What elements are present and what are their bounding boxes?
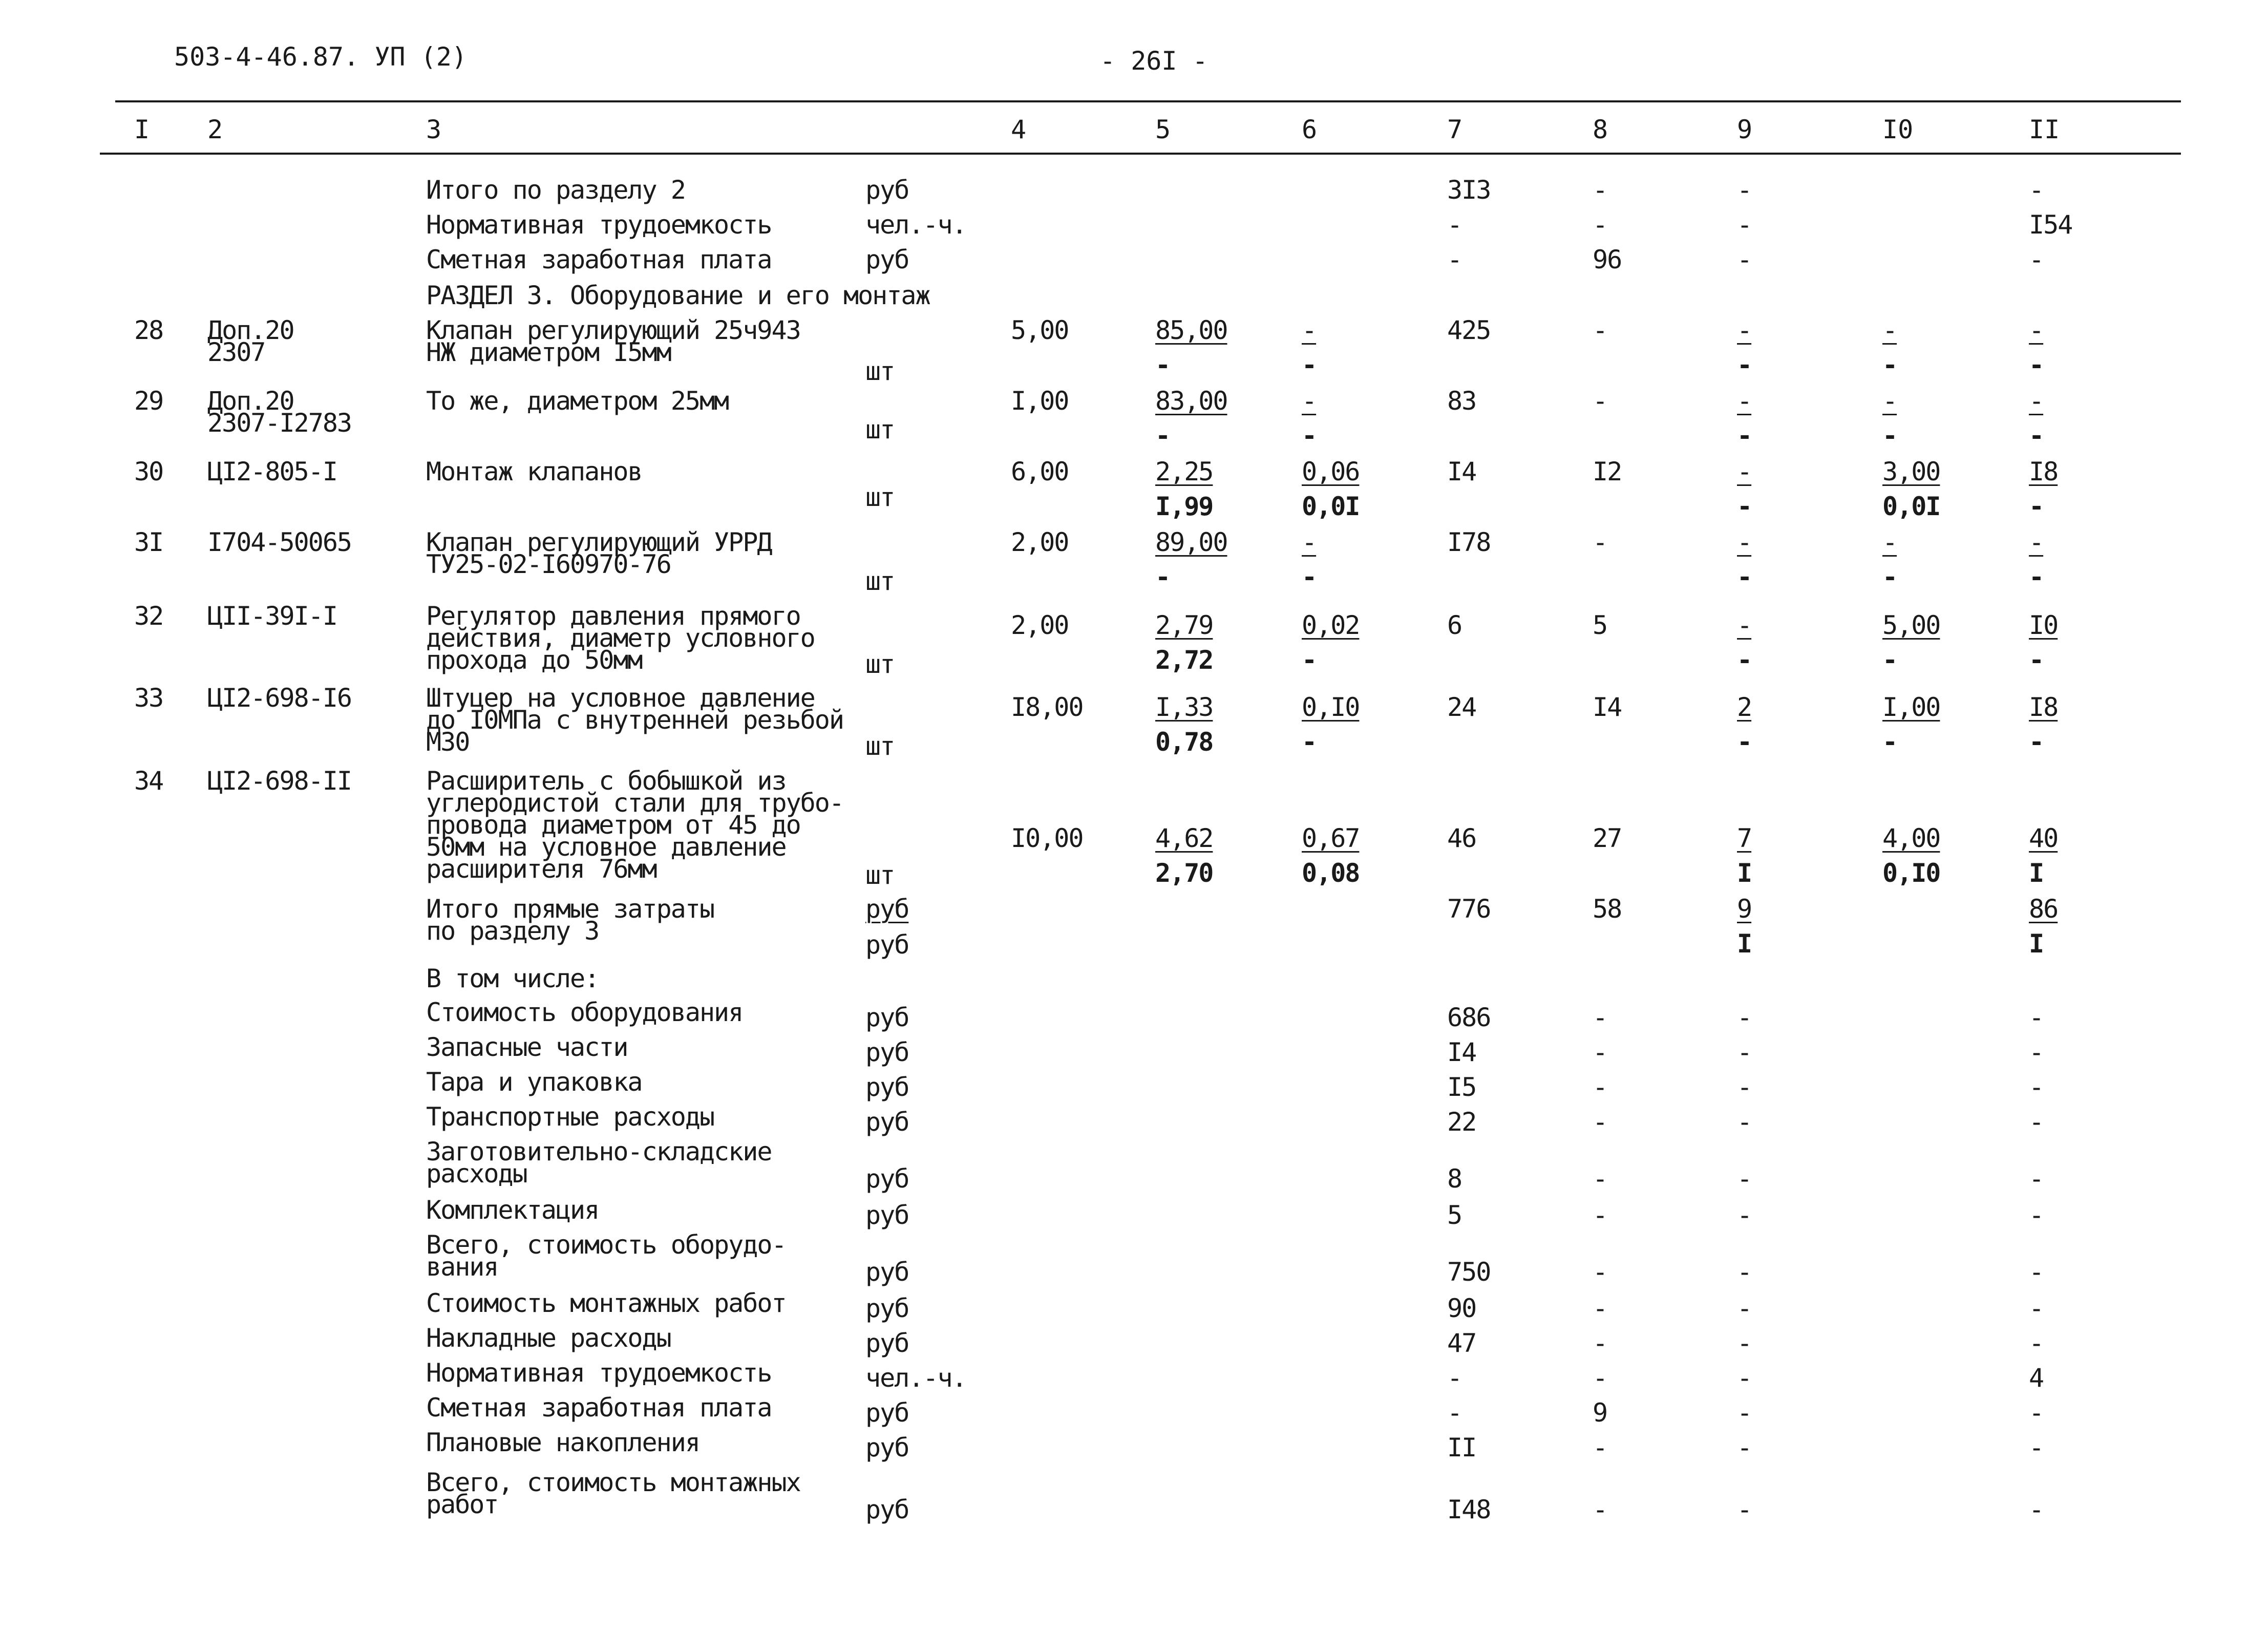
total-cost: 6: [1447, 610, 1462, 640]
unit-cost-lower: 2,72: [1155, 645, 1213, 675]
breakdown-unit: руб: [865, 1398, 909, 1428]
labor-cost-upper: -: [1302, 527, 1317, 557]
labor-cost-lower: -: [1302, 350, 1317, 380]
total-cost: 46: [1447, 823, 1476, 853]
unit-cost-lower: -: [1155, 562, 1170, 592]
breakdown-value-c11: -: [2029, 1003, 2044, 1032]
item-code: ЦI2-698-II: [207, 766, 352, 796]
item-quantity: I8,00: [1011, 692, 1083, 722]
summary-label: Итого по разделу 2: [426, 175, 685, 205]
wage-total: 5: [1593, 610, 1607, 640]
item-quantity: 5,00: [1011, 315, 1069, 345]
breakdown-value-c7: I5: [1447, 1072, 1476, 1102]
item-number: 28: [134, 315, 163, 345]
labor-hours-per-unit-upper: I,00: [1882, 692, 1940, 722]
column-number-9: 9: [1737, 115, 1753, 144]
breakdown-unit: руб: [865, 1003, 909, 1032]
breakdown-value-c9: -: [1737, 1200, 1752, 1230]
breakdown-value-c8: -: [1593, 1328, 1607, 1358]
labor-hours-total-upper: -: [2029, 315, 2044, 345]
breakdown-value-c9: -: [1737, 1003, 1752, 1032]
breakdown-value-c7: 47: [1447, 1328, 1476, 1358]
breakdown-label: Сметная заработная плата: [426, 1393, 772, 1423]
labor-hours-per-unit-lower: -: [1882, 727, 1897, 757]
unit-cost-upper: 4,62: [1155, 823, 1213, 853]
labor-hours-per-unit-upper: -: [1882, 386, 1897, 416]
unit-cost-upper: 89,00: [1155, 527, 1227, 557]
breakdown-value-c7: II: [1447, 1433, 1476, 1462]
breakdown-label: Стоимость монтажных работ: [426, 1288, 786, 1318]
unit-cost-lower: I,99: [1155, 492, 1213, 521]
unit-cell: руб: [865, 245, 909, 274]
breakdown-label: Запасные части: [426, 1032, 628, 1062]
item-name: Монтаж клапанов: [426, 457, 642, 486]
summary-label: Нормативная трудоемкость: [426, 210, 772, 240]
labor-hours-per-unit-lower: 0,I0: [1882, 858, 1940, 888]
table-header-rule: [100, 153, 2181, 155]
item-number: 33: [134, 683, 163, 713]
item-name: Штуцер на условное давление: [426, 683, 815, 713]
labor-cost-lower: -: [1302, 421, 1317, 451]
breakdown-unit: руб: [865, 1037, 909, 1067]
breakdown-value-c7: I4: [1447, 1037, 1476, 1067]
labor-hours-per-unit-upper: 3,00: [1882, 457, 1940, 486]
item-name: НЖ диаметром I5мм: [426, 337, 671, 367]
labor-cost-lower: 0,08: [1302, 858, 1360, 888]
summary-value-c9: -: [1737, 245, 1752, 274]
machine-cost-upper: -: [1737, 386, 1752, 416]
unit-cell: руб: [865, 175, 909, 205]
item-unit: шт: [865, 731, 895, 761]
breakdown-value-c8: -: [1593, 1164, 1607, 1194]
breakdown-label: Тара и упаковка: [426, 1067, 642, 1097]
labor-hours-per-unit-lower: -: [1882, 645, 1897, 675]
column-number-8: 8: [1593, 115, 1608, 144]
summary-label: Сметная заработная плата: [426, 245, 772, 274]
breakdown-value-c8: -: [1593, 1495, 1607, 1524]
breakdown-value-c8: -: [1593, 1363, 1607, 1393]
total-cost: 83: [1447, 386, 1476, 416]
labor-hours-per-unit-lower: -: [1882, 421, 1897, 451]
total-cost: I78: [1447, 527, 1491, 557]
item-unit: шт: [865, 566, 895, 596]
labor-hours-total-lower: I: [2029, 858, 2044, 888]
column-number-7: 7: [1447, 115, 1463, 144]
labor-hours-total-lower: -: [2029, 645, 2044, 675]
machine-cost-upper: 2: [1737, 692, 1752, 722]
column-number-2: 2: [207, 115, 223, 144]
summary-value-c7: 3I3: [1447, 175, 1491, 205]
total-section-3-cost: 776: [1447, 894, 1491, 924]
breakdown-value-c8: -: [1593, 1072, 1607, 1102]
item-unit: шт: [865, 649, 895, 679]
column-number-5: 5: [1155, 115, 1171, 144]
summary-value-c11: -: [2029, 175, 2044, 205]
item-name: действия, диаметр условного: [426, 623, 815, 653]
total-section-3-machine-lower: I: [1737, 929, 1752, 959]
unit-cost-lower: 2,70: [1155, 858, 1213, 888]
breakdown-unit: руб: [865, 1293, 909, 1323]
unit-cost-lower: -: [1155, 350, 1170, 380]
breakdown-label: работ: [426, 1490, 498, 1519]
labor-cost-upper: 0,I0: [1302, 692, 1360, 722]
breakdown-value-c11: -: [2029, 1495, 2044, 1524]
wage-total: -: [1593, 527, 1607, 557]
item-name: до I0МПа с внутренней резьбой: [426, 705, 843, 735]
machine-cost-lower: I: [1737, 858, 1752, 888]
breakdown-value-c8: -: [1593, 1200, 1607, 1230]
machine-cost-upper: -: [1737, 315, 1752, 345]
breakdown-unit: руб: [865, 1257, 909, 1287]
labor-hours-per-unit-lower: -: [1882, 562, 1897, 592]
breakdown-value-c9: -: [1737, 1495, 1752, 1524]
breakdown-label: Транспортные расходы: [426, 1102, 714, 1132]
breakdown-value-c8: 9: [1593, 1398, 1607, 1428]
labor-hours-total-upper: -: [2029, 386, 2044, 416]
machine-cost-lower: -: [1737, 727, 1752, 757]
table-top-rule: [115, 100, 2181, 102]
item-unit: шт: [865, 356, 895, 386]
labor-hours-total-lower: -: [2029, 350, 2044, 380]
labor-hours-total-upper: -: [2029, 527, 2044, 557]
unit-cost-upper: I,33: [1155, 692, 1213, 722]
breakdown-value-c7: 90: [1447, 1293, 1476, 1323]
page-number: - 26I -: [1100, 46, 1208, 76]
item-quantity: 2,00: [1011, 610, 1069, 640]
total-section-3-machine-upper: 9: [1737, 894, 1752, 924]
summary-value-c8: 96: [1593, 245, 1622, 274]
item-quantity: I0,00: [1011, 823, 1083, 853]
labor-cost-upper: 0,06: [1302, 457, 1360, 486]
breakdown-value-c11: -: [2029, 1072, 2044, 1102]
unit-cost-upper: 2,79: [1155, 610, 1213, 640]
machine-cost-upper: -: [1737, 457, 1752, 486]
total-cost: 425: [1447, 315, 1491, 345]
breakdown-value-c8: -: [1593, 1433, 1607, 1462]
breakdown-value-c11: -: [2029, 1107, 2044, 1137]
machine-cost-upper: -: [1737, 610, 1752, 640]
breakdown-value-c8: -: [1593, 1037, 1607, 1067]
item-name: расширителя 76мм: [426, 854, 656, 884]
breakdown-value-c9: -: [1737, 1398, 1752, 1428]
breakdown-unit: руб: [865, 1164, 909, 1194]
breakdown-unit: руб: [865, 1107, 909, 1137]
item-number: 29: [134, 386, 163, 416]
labor-cost-lower: -: [1302, 562, 1317, 592]
section-3-heading: РАЗДЕЛ 3. Оборудование и его монтаж: [426, 281, 930, 310]
labor-hours-per-unit-lower: -: [1882, 350, 1897, 380]
item-name: Регулятор давления прямого: [426, 601, 800, 631]
unit-cost-upper: 2,25: [1155, 457, 1213, 486]
breakdown-value-c7: I48: [1447, 1495, 1491, 1524]
column-number-10: I0: [1882, 115, 1914, 144]
breakdown-label: Нормативная трудоемкость: [426, 1358, 772, 1388]
labor-hours-total-upper: I0: [2029, 610, 2058, 640]
item-number: 30: [134, 457, 163, 486]
breakdown-value-c11: -: [2029, 1293, 2044, 1323]
wage-total: I4: [1593, 692, 1622, 722]
labor-hours-total-lower: -: [2029, 492, 2044, 521]
total-section-3-label: Итого прямые затраты: [426, 894, 714, 924]
labor-cost-upper: -: [1302, 386, 1317, 416]
breakdown-value-c11: -: [2029, 1164, 2044, 1194]
labor-hours-per-unit-upper: 5,00: [1882, 610, 1940, 640]
document-code: 503-4-46.87. УП (2): [174, 42, 467, 72]
item-code: Доп.20: [207, 315, 294, 345]
breakdown-value-c9: -: [1737, 1328, 1752, 1358]
breakdown-unit: руб: [865, 1072, 909, 1102]
labor-cost-lower: -: [1302, 727, 1317, 757]
labor-hours-total-lower: -: [2029, 421, 2044, 451]
breakdown-label: вания: [426, 1252, 498, 1282]
breakdown-value-c7: 8: [1447, 1164, 1462, 1194]
item-quantity: 6,00: [1011, 457, 1069, 486]
labor-hours-per-unit-upper: -: [1882, 315, 1897, 345]
column-number-1: I: [134, 115, 150, 144]
breakdown-unit: чел.-ч.: [865, 1363, 966, 1393]
breakdown-label: Всего, стоимость монтажных: [426, 1468, 800, 1497]
breakdown-label: Всего, стоимость оборудо-: [426, 1230, 786, 1260]
item-unit: шт: [865, 415, 895, 444]
item-code: Доп.20: [207, 386, 294, 416]
machine-cost-upper: 7: [1737, 823, 1752, 853]
column-number-3: 3: [426, 115, 442, 144]
breakdown-value-c11: -: [2029, 1328, 2044, 1358]
breakdown-value-c7: 22: [1447, 1107, 1476, 1137]
breakdown-value-c11: -: [2029, 1200, 2044, 1230]
total-cost: 24: [1447, 692, 1476, 722]
breakdown-label: Комплектация: [426, 1195, 599, 1225]
breakdown-unit: руб: [865, 1328, 909, 1358]
breakdown-value-c9: -: [1737, 1293, 1752, 1323]
column-number-6: 6: [1302, 115, 1318, 144]
wage-total: -: [1593, 386, 1607, 416]
breakdown-value-c9: -: [1737, 1164, 1752, 1194]
labor-cost-lower: 0,0I: [1302, 492, 1360, 521]
breakdown-unit: руб: [865, 1495, 909, 1524]
item-name: Клапан регулирующий УРРД: [426, 527, 772, 557]
item-name: 50мм на условное давление: [426, 832, 786, 862]
unit-cost-lower: 0,78: [1155, 727, 1213, 757]
including-heading: В том числе:: [426, 964, 599, 993]
labor-hours-total-lower: -: [2029, 727, 2044, 757]
wage-total: 27: [1593, 823, 1622, 853]
item-name: То же, диаметром 25мм: [426, 386, 729, 416]
machine-cost-lower: -: [1737, 350, 1752, 380]
item-name: прохода до 50мм: [426, 645, 642, 675]
labor-hours-total-lower: -: [2029, 562, 2044, 592]
unit-cost-upper: 85,00: [1155, 315, 1227, 345]
summary-value-c8: -: [1593, 175, 1607, 205]
total-cost: I4: [1447, 457, 1476, 486]
labor-hours-per-unit-upper: 4,00: [1882, 823, 1940, 853]
breakdown-value-c11: -: [2029, 1037, 2044, 1067]
total-section-3-label: по разделу 3: [426, 916, 599, 946]
breakdown-value-c7: 750: [1447, 1257, 1491, 1287]
labor-hours-total-upper: I8: [2029, 457, 2058, 486]
item-number: 34: [134, 766, 163, 796]
summary-value-c9: -: [1737, 175, 1752, 205]
item-code: I704-50065: [207, 527, 352, 557]
labor-cost-upper: 0,67: [1302, 823, 1360, 853]
unit-cost-lower: -: [1155, 421, 1170, 451]
item-name: углеродистой стали для трубо-: [426, 788, 843, 818]
machine-cost-lower: -: [1737, 492, 1752, 521]
machine-cost-lower: -: [1737, 421, 1752, 451]
breakdown-value-c8: -: [1593, 1107, 1607, 1137]
breakdown-value-c7: -: [1447, 1398, 1462, 1428]
breakdown-value-c11: -: [2029, 1398, 2044, 1428]
summary-value-c11: I54: [2029, 210, 2072, 240]
item-unit: шт: [865, 482, 895, 512]
wage-total: I2: [1593, 457, 1622, 486]
breakdown-value-c7: 686: [1447, 1003, 1491, 1032]
summary-value-c7: -: [1447, 245, 1462, 274]
column-number-11: II: [2029, 115, 2060, 144]
labor-hours-total-upper: I8: [2029, 692, 2058, 722]
unit-cell: чел.-ч.: [865, 210, 966, 240]
column-number-4: 4: [1011, 115, 1027, 144]
breakdown-value-c9: -: [1737, 1072, 1752, 1102]
total-section-3-hours-upper: 86: [2029, 894, 2058, 924]
labor-hours-per-unit-upper: -: [1882, 527, 1897, 557]
breakdown-value-c9: -: [1737, 1363, 1752, 1393]
breakdown-value-c7: 5: [1447, 1200, 1462, 1230]
wage-total: -: [1593, 315, 1607, 345]
labor-cost-lower: -: [1302, 645, 1317, 675]
item-quantity: 2,00: [1011, 527, 1069, 557]
machine-cost-upper: -: [1737, 527, 1752, 557]
breakdown-label: Заготовительно-складские: [426, 1137, 772, 1167]
breakdown-unit: руб: [865, 1200, 909, 1230]
unit-cost-upper: 83,00: [1155, 386, 1227, 416]
breakdown-value-c9: -: [1737, 1257, 1752, 1287]
summary-value-c8: -: [1593, 210, 1607, 240]
summary-value-c7: -: [1447, 210, 1462, 240]
breakdown-label: Стоимость оборудования: [426, 998, 743, 1027]
breakdown-label: расходы: [426, 1159, 527, 1189]
total-section-3-wage: 58: [1593, 894, 1622, 924]
item-name: М30: [426, 727, 470, 757]
breakdown-value-c11: -: [2029, 1257, 2044, 1287]
breakdown-unit: руб: [865, 1433, 909, 1462]
item-name: ТУ25-02-I60970-76: [426, 549, 671, 579]
breakdown-value-c7: -: [1447, 1363, 1462, 1393]
machine-cost-lower: -: [1737, 562, 1752, 592]
breakdown-value-c8: -: [1593, 1293, 1607, 1323]
labor-hours-per-unit-lower: 0,0I: [1882, 492, 1940, 521]
breakdown-value-c11: -: [2029, 1433, 2044, 1462]
total-section-3-unit: руб: [865, 894, 909, 924]
item-number: 32: [134, 601, 163, 631]
breakdown-value-c9: -: [1737, 1433, 1752, 1462]
total-section-3-hours-lower: I: [2029, 929, 2044, 959]
item-code: ЦII-39I-I: [207, 601, 337, 631]
summary-value-c9: -: [1737, 210, 1752, 240]
breakdown-value-c11: 4: [2029, 1363, 2044, 1393]
item-code: 2307: [207, 337, 265, 367]
breakdown-value-c8: -: [1593, 1003, 1607, 1032]
item-name: Расширитель с бобышкой из: [426, 766, 786, 796]
item-name: Клапан регулирующий 25ч943: [426, 315, 800, 345]
item-code: 2307-I2783: [207, 408, 352, 438]
breakdown-label: Плановые накопления: [426, 1428, 700, 1457]
breakdown-value-c9: -: [1737, 1037, 1752, 1067]
breakdown-value-c9: -: [1737, 1107, 1752, 1137]
item-code: ЦI2-805-I: [207, 457, 337, 486]
item-quantity: I,00: [1011, 386, 1069, 416]
breakdown-value-c8: -: [1593, 1257, 1607, 1287]
breakdown-label: Накладные расходы: [426, 1323, 671, 1353]
item-name: провода диаметром от 45 до: [426, 810, 800, 840]
machine-cost-lower: -: [1737, 645, 1752, 675]
item-number: 3I: [134, 527, 163, 557]
labor-hours-total-upper: 40: [2029, 823, 2058, 853]
total-section-3-unit: руб: [865, 930, 909, 960]
item-unit: шт: [865, 860, 895, 890]
item-code: ЦI2-698-I6: [207, 683, 352, 713]
labor-cost-upper: -: [1302, 315, 1317, 345]
labor-cost-upper: 0,02: [1302, 610, 1360, 640]
summary-value-c11: -: [2029, 245, 2044, 274]
